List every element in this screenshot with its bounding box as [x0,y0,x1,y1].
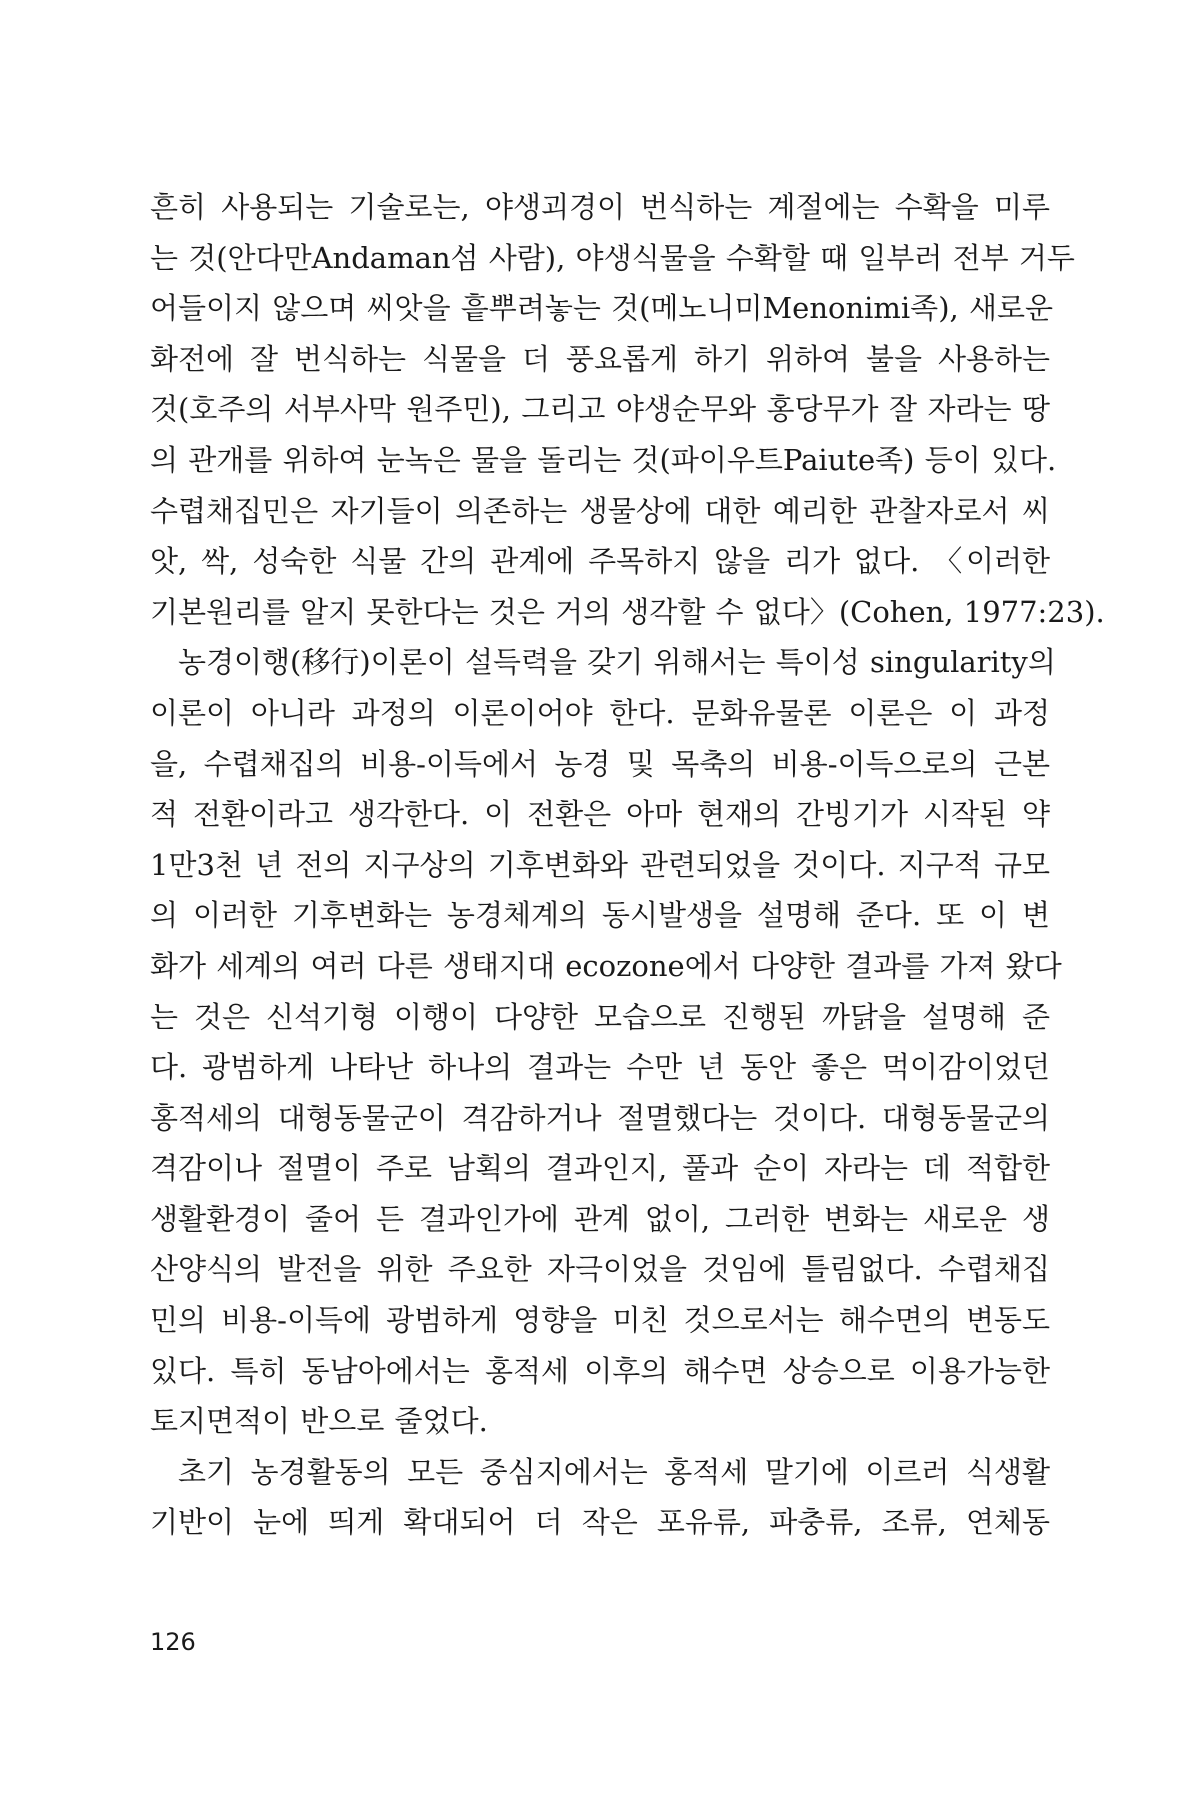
text-line: 흔히 사용되는 기술로는, 야생괴경이 번식하는 계절에는 수확을 미루 [150,190,1050,224]
text-line: 다. 광범하게 나타난 하나의 결과는 수만 년 동안 좋은 먹이감이었던 [150,1050,1050,1085]
paragraph-2 [150,637,1062,1447]
text-line: 초기 농경활동의 모든 중심지에서는 홍적세 말기에 이르러 식생활 [178,1454,1050,1489]
text-line: 것(호주의 서부사막 원주민), 그리고 야생순무와 홍당무가 잘 자라는 땅 [150,392,1050,427]
text-line: 는 것(안다만Andaman섬 사람), 야생식물을 수확할 때 일부러 전부 거두 [150,240,1075,275]
text-line: 기반이 눈에 띄게 확대되어 더 작은 포유류, 파충류, 조류, 연체동 [150,1505,1050,1540]
text-line: 격감이나 절멸이 주로 남획의 결과인지, 풀과 순이 자라는 데 적합한 [150,1151,1050,1186]
text-line: 토지면적이 반으로 줄었다. [150,1404,488,1439]
page-number: 126 [150,1628,196,1656]
text-line: 농경이행(移行)이론이 설득력을 갖기 위해서는 특이성 singularity의 [178,645,1056,680]
text-line: 생활환경이 줄어 든 결과인가에 관계 없이, 그러한 변화는 새로운 생 [150,1201,1050,1236]
body-text [150,182,1105,1548]
text-line: 산양식의 발전을 위한 주요한 자극이었을 것임에 틀림없다. 수렵채집 [150,1252,1050,1287]
text-line: 민의 비용-이득에 광범하게 영향을 미친 것으로서는 해수면의 변동도 [150,1303,1050,1338]
text-line: 어들이지 않으며 씨앗을 흩뿌려놓는 것(메노니미Menonimi족), 새로운 [150,291,1053,326]
text-line: 1만3천 년 전의 지구상의 기후변화와 관련되었을 것이다. 지구적 규모 [150,847,1050,882]
text-line: 수렵채집민은 자기들이 의존하는 생물상에 대한 예리한 관찰자로서 씨 [150,493,1050,528]
text-line: 을, 수렵채집의 비용-이득에서 농경 및 목축의 비용-이득으로의 근본 [150,746,1050,781]
text-line: 화전에 잘 번식하는 식물을 더 풍요롭게 하기 위하여 불을 사용하는 [150,341,1050,376]
text-line: 는 것은 신석기형 이행이 다양한 모습으로 진행된 까닭을 설명해 준 [150,999,1050,1034]
text-line: 홍적세의 대형동물군이 격감하거나 절멸했다는 것이다. 대형동물군의 [150,1100,1050,1135]
paragraph-3 [150,1447,1050,1548]
text-line: 의 관개를 위하여 눈녹은 물을 돌리는 것(파이우트Paiute족) 등이 있다. [150,442,1057,477]
text-line: 이론이 아니라 과정의 이론이어야 한다. 문화유물론 이론은 이 과정 [150,695,1050,730]
text-line: 적 전환이라고 생각한다. 이 전환은 아마 현재의 간빙기가 시작된 약 [150,797,1050,832]
text-line: 기본원리를 알지 못한다는 것은 거의 생각할 수 없다〉(Cohen, 1977:23). [150,594,1105,629]
text-line: 앗, 싹, 성숙한 식물 간의 관계에 주목하지 않을 리가 없다. 〈이러한 [150,544,1050,579]
paragraph-1 [150,182,1105,637]
text-line: 화가 세계의 여러 다른 생태지대 ecozone에서 다양한 결과를 가져 왔다 [150,948,1062,983]
text-line: 있다. 특히 동남아에서는 홍적세 이후의 해수면 상승으로 이용가능한 [150,1353,1050,1388]
text-line: 의 이러한 기후변화는 농경체계의 동시발생을 설명해 준다. 또 이 변 [150,898,1050,933]
